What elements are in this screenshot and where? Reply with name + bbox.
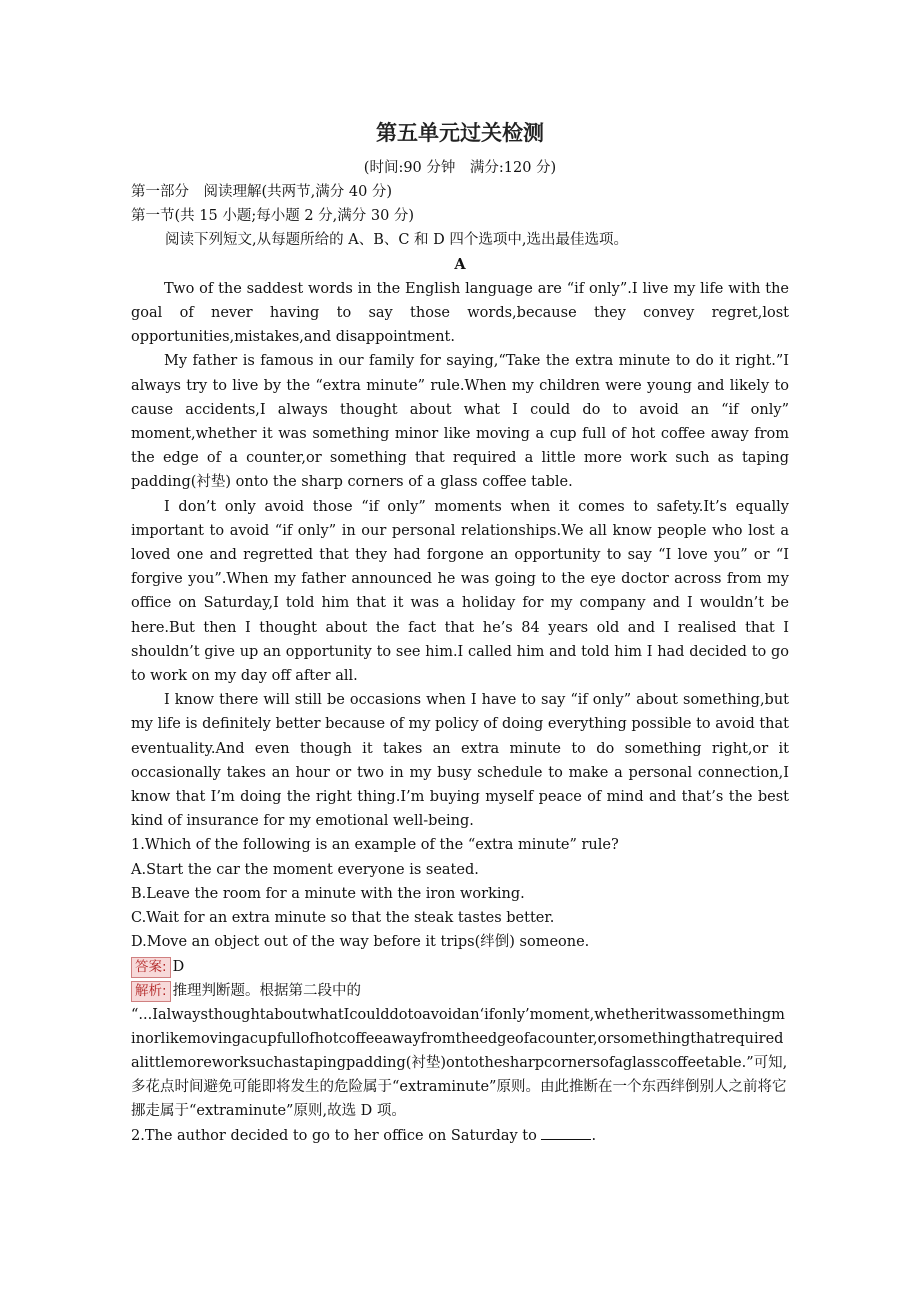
option-list [131,858,789,955]
option-c: C.Wait for an extra minute so that the steak tastes better. [131,910,555,927]
passage-label: A [454,255,466,273]
analysis-tag: 解析: [131,981,171,1002]
answer-blank [541,1125,591,1140]
answer-tag: 答案: [131,957,171,978]
option-d: D.Move an object out of the way before it trips(绊倒) someone. [131,934,590,951]
question-stem: 1.Which of the following is an example of the “extra minute” rule? [131,837,619,854]
passage-paragraph: My father is famous in our family for saying,“Take the extra minute to do it right.”I always try to live by the “extra minute” rule.When my children were young and likely to cause accidents,I always thought about what I could do to avoid an “if only” moment,whether it was something minor like moving a cup full of hot coffee away from the edge of a counter,or something that required a little more work such as taping padding(衬垫) onto the sharp corners of a glass coffee table. [131,353,789,491]
question-2 [131,1124,789,1148]
answer-value: D [172,958,185,975]
stem-end: . [591,1127,597,1144]
analysis-row [131,979,789,1003]
instruction-text: 阅读下列短文,从每题所给的 A、B、C 和 D 四个选项中,选出最佳选项。 [165,232,628,249]
document-content [131,118,789,1148]
option-a: A.Start the car the moment everyone is seated. [131,861,479,878]
passage-paragraph: Two of the saddest words in the English language are “if only”.I live my life with the goal of never having to say those words,because they convey regret,lost opportunities,mistakes,and disappointment. [131,280,789,346]
page-title: 第五单元过关检测 [376,120,544,145]
analysis-body: “...IalwaysthoughtaboutwhatIcoulddotoavoidan‘ifonly’moment,whetheritwassomethingminorlikemovingacupfullofhotcoffeeawayfromtheedgeofacounter,orsomethingthatrequiredalittlemoreworksuchastapingpadding(衬垫)ontothesharpcornersofaglasscoffeetable.”可知,多花点时间避免可能即将发生的危险属于“extraminute”原则。由此推断在一个东西绊倒别人之前将它挪走属于“extraminute”原则,故选 D 项。 [131,1006,788,1120]
passage-paragraph: I know there will still be occasions when I have to say “if only” about something,but my life is definitely better because of my policy of doing everything possible to avoid that eventuality.And even though it takes an extra minute to do something right,or it occasionally takes an hour or two in my busy schedule to make a personal connection,I know that I’m doing the right thing.I’m buying myself peace of mind and that’s the best kind of insurance for my emotional well-being. [131,692,789,830]
analysis-lead: 推理判断题。根据第二段中的 [172,982,362,999]
option-b: B.Leave the room for a minute with the iron working. [131,885,525,902]
question-stem: 2.The author decided to go to her office on Saturday to [131,1127,537,1144]
answer-row [131,955,789,979]
section-heading: 第一节(共 15 小题;每小题 2 分,满分 30 分) [131,208,415,225]
exam-meta: (时间:90 分钟 满分:120 分) [363,160,557,176]
part-heading: 第一部分 阅读理解(共两节,满分 40 分) [131,184,393,200]
passage-paragraph: I don’t only avoid those “if only” moments when it comes to safety.It’s equally important to avoid “if only” in our personal relationships.We all know people who lost a loved one and regretted that they had forgone an opportunity to say “I love you” or “I forgive you”.When my father announced he was going to the eye doctor across from my office on Saturday,I told him that it was a holiday for my company and I wouldn’t be here.But then I thought about the fact that he’s 84 years old and I realised that I shouldn’t give up an opportunity to see him.I called him and told him I had decided to go to work on my day off after all. [131,498,789,685]
question-1 [131,833,789,1123]
